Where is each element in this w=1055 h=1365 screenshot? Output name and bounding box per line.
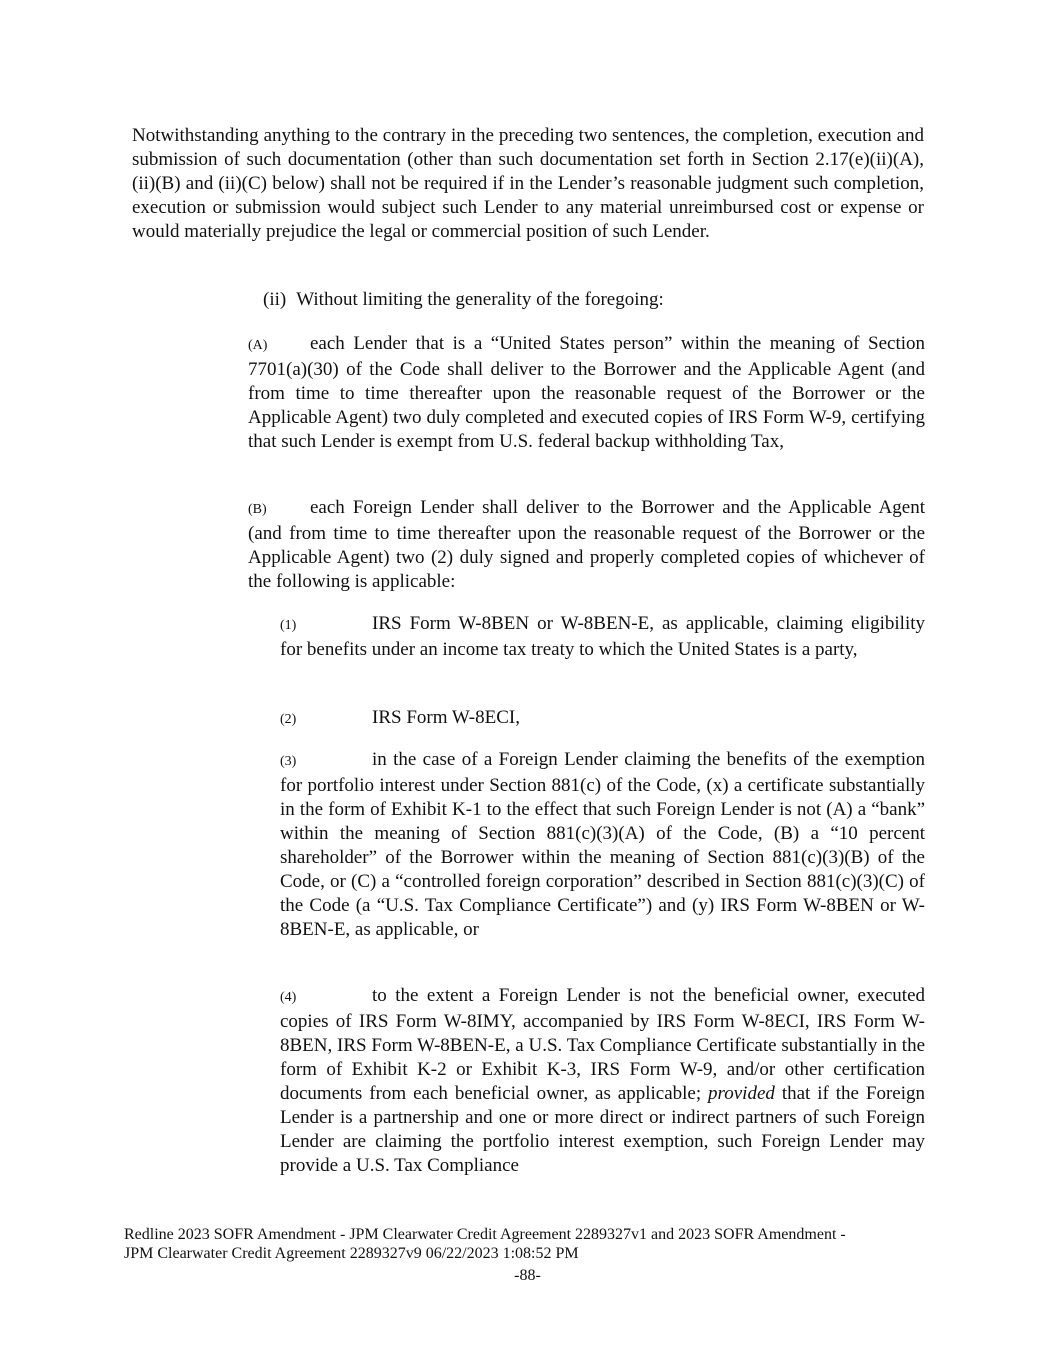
clause-b-text: each Foreign Lender shall deliver to the Borrower and the Applicable Agent (and from time to time thereafter upon the reasonable request of the Borrower or the Applicable Agent) two (2) duly signed and properly completed copies of whichever of the following is applicable: — [248, 497, 925, 592]
clause-b-marker: (B) — [248, 502, 267, 517]
item-3-paragraph — [280, 748, 925, 942]
item-4-paragraph — [280, 984, 925, 1178]
item-4-text-after: that if the Foreign Lender is a partnership and one or more direct or indirect partners of such Foreign Lender are claiming the portfolio interest exemption, such Foreign Lender may provide a U.S. Tax Compliance — [280, 1083, 925, 1176]
item-2-marker: (2) — [280, 712, 297, 727]
page-number: -88- — [514, 1267, 541, 1284]
document-footer — [124, 1225, 934, 1263]
clause-a-text: each Lender that is a “United States person” within the meaning of Section 7701(a)(30) of the Code shall deliver to the Borrower and the Applicable Agent (and from time to time thereafter upon the reasonable request of the Borrower or the Applicable Agent) two duly completed and executed copies of IRS Form W-9, certifying that such Lender is exempt from U.S. federal backup withholding Tax, — [248, 333, 925, 452]
clause-ii-marker: (ii) — [263, 289, 287, 310]
clause-b-paragraph — [248, 496, 925, 594]
item-4-italic-provided: provided — [708, 1083, 775, 1104]
clause-ii-text: Without limiting the generality of the foregoing: — [296, 289, 664, 310]
footer-line-1: Redline 2023 SOFR Amendment - JPM Clearwater Credit Agreement 2289327v1 and 2023 SOFR Amendment - — [124, 1226, 846, 1243]
intro-paragraph: Notwithstanding anything to the contrary in the preceding two sentences, the completion, execution and submission of such documentation (other than such documentation set forth in Section 2.17(e)(ii)(A), (ii)(B) and (ii)(C) below) shall not be required if in the Lender’s reasonable judgment such completion, execution or submission would subject such Lender to any material unreimbursed cost or expense or would materially prejudice the legal or commercial position of such Lender. — [132, 125, 924, 242]
clause-a-marker: (A) — [248, 338, 268, 353]
clause-a-paragraph — [248, 332, 925, 454]
item-2-text: IRS Form W-8ECI, — [372, 707, 520, 728]
item-4-marker: (4) — [280, 990, 297, 1005]
footer-line-2: JPM Clearwater Credit Agreement 2289327v9 06/22/2023 1:08:52 PM — [124, 1245, 579, 1262]
item-1-paragraph — [280, 612, 925, 662]
clause-ii-paragraph — [263, 288, 925, 312]
item-2-paragraph — [280, 706, 925, 732]
item-1-marker: (1) — [280, 618, 297, 633]
item-4-text-before: to the extent a Foreign Lender is not the beneficial owner, executed copies of IRS Form W-8IMY, accompanied by IRS Form W-8ECI, IRS Form W-8BEN, IRS Form W-8BEN-E, a U.S. Tax Compliance Certificate substantially in the form of Exhibit K-2 or Exhibit K-3, IRS Form W-9, and/or other certification documents from each beneficial owner, as applicable; — [280, 985, 925, 1104]
item-3-marker: (3) — [280, 754, 297, 769]
item-1-text: IRS Form W-8BEN or W-8BEN-E, as applicable, claiming eligibility for benefits under an income tax treaty to which the United States is a party, — [280, 613, 925, 660]
item-3-text: in the case of a Foreign Lender claiming the benefits of the exemption for portfolio interest under Section 881(c) of the Code, (x) a certificate substantially in the form of Exhibit K-1 to the effect that such Foreign Lender is not (A) a “bank” within the meaning of Section 881(c)(3)(A) of the Code, (B) a “10 percent shareholder” of the Borrower within the meaning of Section 881(c)(3)(B) of the Code, or (C) a “controlled foreign corporation” described in Section 881(c)(3)(C) of the Code (a “U.S. Tax Compliance Certificate”) and (y) IRS Form W-8BEN or W-8BEN-E, as applicable, or — [280, 749, 925, 940]
